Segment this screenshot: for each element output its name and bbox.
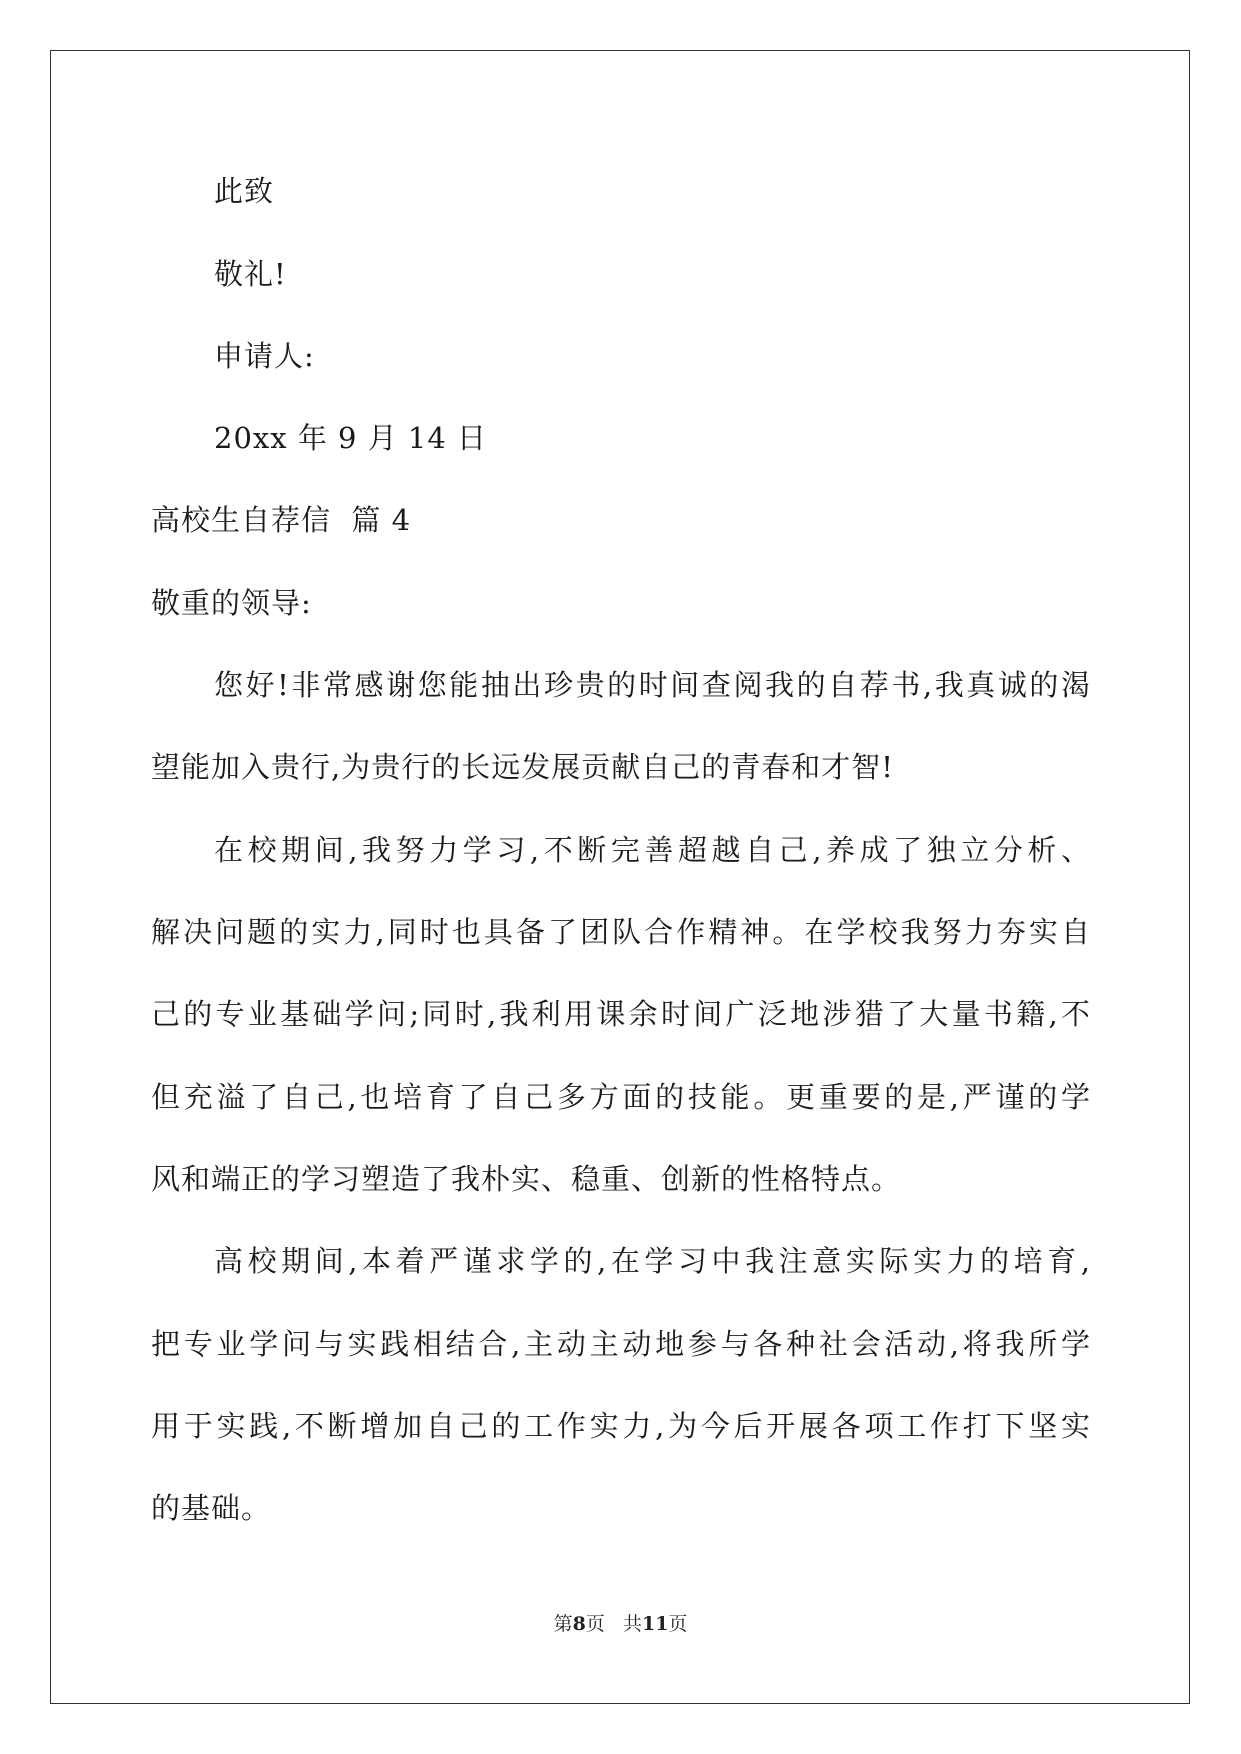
paragraph-line: 把专业学问与实践相结合,主动主动地参与各种社会活动,将我所学 — [151, 1327, 1091, 1361]
total-page-count: 11 — [641, 1613, 669, 1635]
page-border — [50, 50, 1190, 1704]
current-page-number: 8 — [572, 1613, 586, 1635]
footer-total-suffix: 页 — [668, 1613, 688, 1635]
applicant-label: 申请人: — [214, 339, 315, 373]
paragraph-line: 在校期间,我努力学习,不断完善超越自己,养成了独立分析、 — [214, 833, 1091, 867]
closing-salutation: 此致 — [214, 174, 275, 208]
paragraph-line: 高校期间,本着严谨求学的,在学习中我注意实际实力的培育, — [214, 1244, 1091, 1278]
paragraph-line: 风和端正的学习塑造了我朴实、稳重、创新的性格特点。 — [151, 1162, 902, 1196]
paragraph-line: 您好!非常感谢您能抽出珍贵的时间查阅我的自荐书,我真诚的渴 — [214, 668, 1091, 702]
paragraph-line: 用于实践,不断增加自己的工作实力,为今后开展各项工作打下坚实 — [151, 1409, 1091, 1443]
closing-regards: 敬礼! — [214, 257, 287, 291]
paragraph-line: 己的专业基础学问;同时,我利用课余时间广泛地涉猎了大量书籍,不 — [151, 997, 1091, 1031]
greeting: 敬重的领导: — [151, 586, 312, 620]
letter-date: 20xx 年 9 月 14 日 — [214, 421, 488, 455]
section-title: 高校生自荐信 篇 4 — [151, 503, 412, 537]
paragraph-line: 但充溢了自己,也培育了自己多方面的技能。更重要的是,严谨的学 — [151, 1080, 1091, 1114]
footer-page-suffix: 页 — [585, 1613, 605, 1635]
paragraph-line: 望能加入贵行,为贵行的长远发展贡献自己的青春和才智! — [151, 750, 894, 784]
footer-prefix: 第 — [553, 1613, 573, 1635]
paragraph-line: 的基础。 — [151, 1491, 272, 1525]
page-footer — [0, 1612, 1241, 1636]
paragraph-line: 解决问题的实力,同时也具备了团队合作精神。在学校我努力夯实自 — [151, 915, 1091, 949]
footer-total-prefix: 共 — [622, 1613, 642, 1635]
